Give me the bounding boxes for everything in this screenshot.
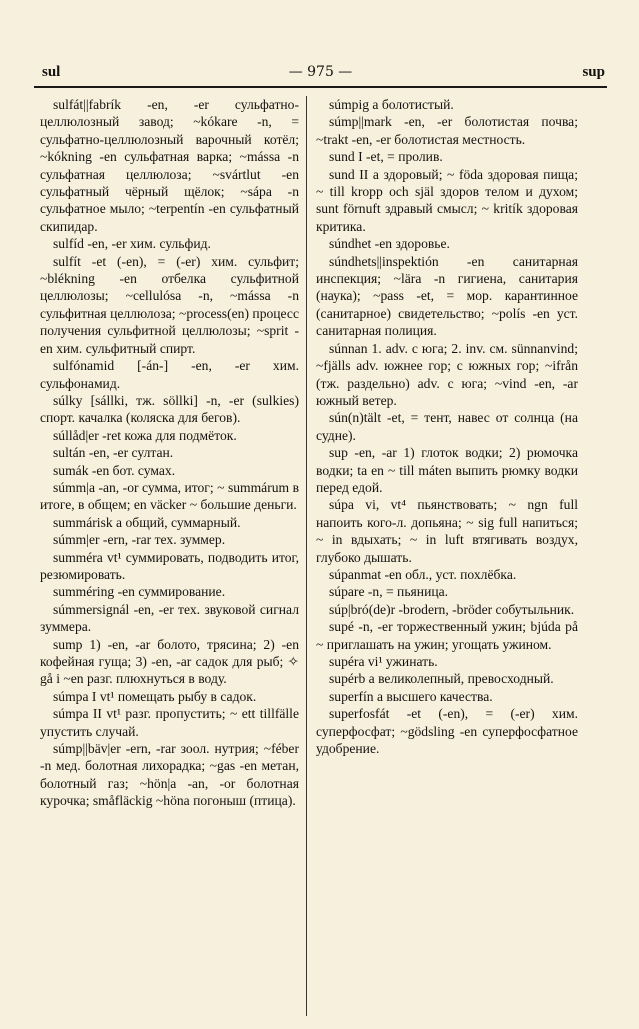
dictionary-entry: súlky [sállki, тж. söllki] -n, -er (sulkies) спорт. качалка (коляска для бегов). <box>40 392 299 426</box>
dictionary-entry: sumák -en бот. сумах. <box>53 462 176 478</box>
right-column <box>316 96 578 757</box>
dictionary-entry: sund I -et, = пролив. <box>329 149 443 165</box>
dictionary-entry: sulfát||fabrík -en, -er сульфатно-целлюлозный завод; ~kókare -n, = сульфатно-целлюлозный варочный котёл; ~kókning -en сульфатная варка; ~mássa -n сульфатная целлюлоза; ~svártlut -en сульфатный чёрный щёлок; ~sápa -n сульфатное мыло; ~terpentín -en сульфатный скипидар. <box>40 97 299 234</box>
dictionary-entry: summéring -en суммирование. <box>53 584 226 600</box>
dictionary-entry: supéra vi¹ ужинать. <box>329 654 438 669</box>
dictionary-entry: súndhet -en здоровье. <box>329 236 450 252</box>
dictionary-entry: súmmersignál -en, -er тех. звуковой сигнал зуммера. <box>40 601 299 635</box>
dictionary-entry: súmm|a -an, -or сумма, итог; ~ summárum в итоге, в общем; en väcker ~ большие деньги. <box>40 479 299 513</box>
page-number: — 975 — <box>288 64 353 80</box>
dictionary-entry: súmpa I vt¹ помещать рыбу в садок. <box>53 688 257 704</box>
column-divider <box>306 96 307 1016</box>
page-header <box>34 64 607 86</box>
dictionary-entry: sump 1) -en, -ar болото, трясина; 2) -en кофейная гуща; 3) -en, -ar садок для рыб; ✧ gå i ~en разг. плюхнуться в воду. <box>40 636 299 687</box>
header-left-guideword: sul <box>42 64 61 80</box>
dictionary-entry: súmpa II vt¹ разг. пропустить; ~ ett tillfälle упустить случай. <box>40 706 299 739</box>
dictionary-entry: supérb a великолепный, превосходный. <box>329 671 554 687</box>
dictionary-entry: sulfíd -en, -er хим. сульфид. <box>53 236 211 252</box>
dictionary-entry: summéra vt¹ суммировать, подводить итог, резюмировать. <box>40 549 299 582</box>
header-rule <box>34 86 607 88</box>
header-right-guideword: sup <box>582 64 605 80</box>
dictionary-entry: súpare -n, = пьяница. <box>329 584 449 600</box>
dictionary-entry: superfosfát -et (-en), = (-er) хим. суперфосфат; ~gödsling -en суперфосфатное удобрение. <box>316 706 578 757</box>
dictionary-entry: súllåd|er -ret кожа для подмёток. <box>53 427 237 443</box>
dictionary-entry: sún(n)tält -et, = тент, навес от солнца (на судне). <box>316 410 578 443</box>
dictionary-entry: súndhets||inspektión -en санитарная инспекция; ~lära -n гигиена, санитария (наука); ~pass -et, = мор. карантинное (санитарное) свидетельство; ~polís -en уст. санитарная полиция. <box>316 253 578 339</box>
dictionary-entry: sulfít -et (-en), = (-er) хим. сульфит; ~blékning -en отбелка сульфитной целлюлозы; ~cellulósa -n, ~mássa -n сульфитная целлюлоза; ~process(en) процесс получения сульфитной целлюлозы; ~sprit -en хим. сульфитный спирт. <box>40 253 299 356</box>
dictionary-entry: súnnan 1. adv. с юга; 2. inv. см. sünnanvind; ~fjälls adv. южнее гор; с южных гор; ~ifrån (тж. раздельно) adv. с юга; ~vind -en, -ar южный ветер. <box>316 340 578 408</box>
dictionary-entry: súmp||mark -en, -er болотистая почва; ~trakt -en, -er болотистая местность. <box>316 114 578 147</box>
dictionary-entry: súp|bró(de)r -brodern, -bröder собутыльник. <box>329 601 575 617</box>
dictionary-entry: sund II a здоровый; ~ föda здоровая пища; ~ till kropp och själ здоров телом и духом; sunt förnuft здравый смысл; ~ kritík здоровая критика. <box>316 166 578 234</box>
dictionary-entry: súmp||bäv|er -ern, -rar зоол. нутрия; ~féber -n мед. болотная лихорадка; ~gas -en метан, болотный газ; ~hön|a -an, -or болотная курочка; småfläckig ~höna погоныш (птица). <box>40 741 299 809</box>
left-column <box>40 96 299 810</box>
dictionary-entry: superfín a высшего качества. <box>329 688 493 704</box>
dictionary-entry: súmm|er -ern, -rar тех. зуммер. <box>53 532 226 548</box>
dictionary-entry: súpa vi, vt⁴ пьянствовать; ~ ngn full напоить кого-л. допьяна; ~ sig full напиться; ~ in вдыхать; ~ in luft втягивать воздух, глубоко дышать. <box>316 497 578 565</box>
dictionary-entry: supé -n, -er торжественный ужин; bjúda på ~ приглашать на ужин; угощать ужином. <box>316 619 578 652</box>
dictionary-entry: sup -en, -ar 1) глоток водки; 2) рюмочка водки; ta en ~ till máten выпить рюмку водки перед едой. <box>316 445 578 495</box>
dictionary-entry: súmpig a болотистый. <box>329 97 454 112</box>
dictionary-entry: sulfónamid [-án-] -en, -er хим. сульфонамид. <box>40 358 299 391</box>
dictionary-entry: summárisk a общий, суммарный. <box>53 514 241 530</box>
dictionary-entry: súpanmat -en обл., уст. похлёбка. <box>329 566 517 582</box>
dictionary-entry: sultán -en, -er султан. <box>53 445 174 461</box>
